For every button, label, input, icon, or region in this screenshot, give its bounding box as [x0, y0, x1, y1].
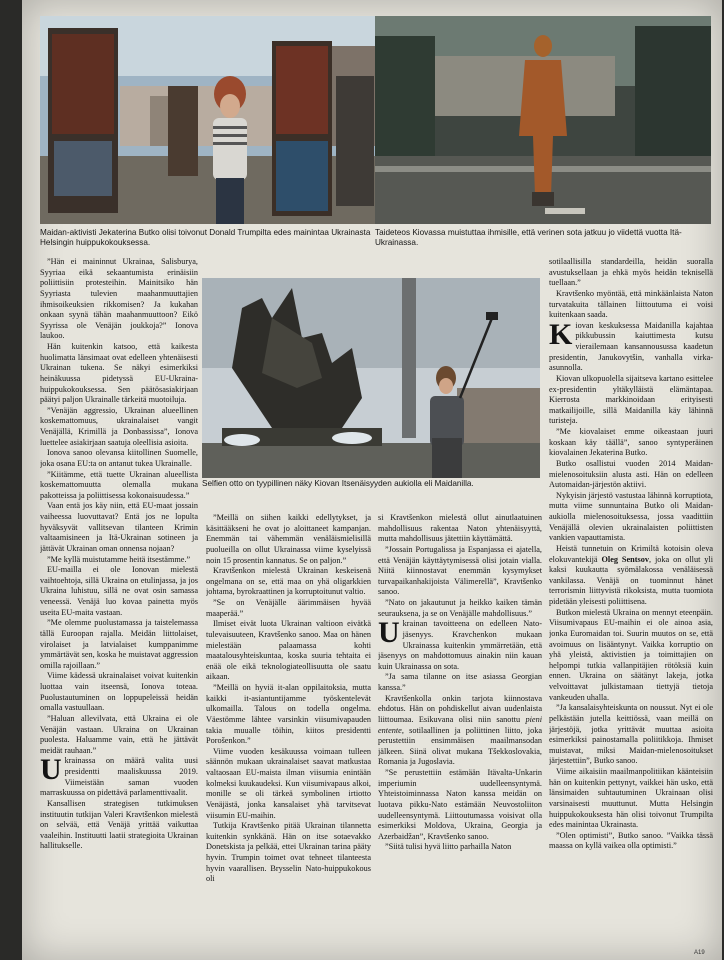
col4-paragraph-8: [549, 544, 713, 608]
col2-paragraph-4: Ilmiset eivät luota Ukrainan valtioon eivätkä tulevaisuuteen, Kravtšenko sanoo. Maa on hänen mielestään palaamassa kohti maatalousyhteiskuntaa, koska suuria tehtaita ei enää ole eikä teknologiateollisuutta ole saatu aikaan.: [206, 619, 371, 682]
col4-paragraph-3: [549, 317, 713, 374]
photo-activist: [40, 16, 380, 224]
col2-paragraph-7: Tutkija Kravtšenko pitää Ukrainan tilannetta kuitenkin synkkänä. Hän on itse sotaevakko Donetskista ja pelkää, ettei Ukrainan tarina pääty hyvin. Trumpin toimet ovat tehneet tilanteesta hyvin vaarallisen. Brysselin Nato-huippukokous oli: [206, 821, 371, 884]
dropcap-u-2: U: [378, 616, 400, 650]
photo-activist-image: [40, 16, 380, 224]
col3-paragraph-4: [378, 616, 542, 672]
col4-paragraph-9: Butkon mielestä Ukraina on mennyt eteenpäin. Viisumivapaus EU-maihin ei ole ainoa asia, jonka Euromaidan toi. Suurin muutos on se, että avoimuus on lisääntynyt. Vaikka korruptio on yhä yleistä, aktivistien ja toimittajien on helpompi tutkia vallanpitäjien rötöksiä kuin ennen. Ukraina on säätänyt lakeja, jotka velvoittavat julkistamaan tiettyjä tietoja vankeuden uhalla.: [549, 607, 713, 702]
col4-paragraph-5: ”Me kiovalaiset emme oikeastaan juuri koskaan käy täällä”, sanoo syntyperäinen kiovalainen Jekaterina Butko.: [549, 427, 713, 458]
col3-paragraph-6-text: Kravtšenkolla onkin tarjota kiinnostava ehdotus. Hän on pohdiskellut aivan uudenlaista liittoumaa. Esikuvana olisi niin sanottu: [378, 693, 542, 724]
photo-artwork-image: [375, 16, 711, 224]
col1-paragraph-8: EU-mailla ei ole Ionovan mielestä vaihtoehtoja, sillä Ukraina on etulinjassa, ja jos Ukraina luhistuu, sillä ne ovat osin samassa veneessä. Venäjä luo kovaa painetta myös useita EU-maita vastaan.: [40, 565, 198, 617]
article-column-3: [378, 513, 542, 957]
col3-paragraph-4-text: krainan tavoitteena on edelleen Nato-jäsenyys. Kravchenkon mukaan Ukrainassa kuitenkin ymmärretään, että jäsenyys on mahdottomuus ainakin niin kauan kuin Ukrainassa on sota.: [378, 619, 542, 671]
col1-paragraph-3: ”Venäjän aggressio, Ukrainan alueellinen koskemattomuus, ukrainalaiset vangit Venäjällä, Krimillä ja Donbassissa”, Ionova luettelee asiakirjaan saatuja oleellisia asioita.: [40, 405, 198, 447]
col4-paragraph-11: Viime aikaisiin maailmanpolitiikan käänteisiin hän on kuitenkin pettynyt, vaikkei hän usko, että länsimaiden suhtautuminen Ukrainaan olisi varsinaisesti muuttunut. Mutta Helsingin huippukokouksesta hän olisi toivonut Trumpilta edes mainintaa Ukrainasta.: [549, 767, 713, 830]
article-column-2: [206, 513, 371, 957]
col1-paragraph-11: ”Haluan allevilvata, että Ukraina ei ole Venäjän vastaan. Ukraina on Ukrainan puolesta. Haluamme vain, että he jättävät meidät rauhaan.”: [40, 713, 198, 755]
col1-paragraph-7: ”Me kyllä muistutamme heitä itsestämme.”: [47, 554, 191, 564]
col3-paragraph-2: ”Jossain Portugalissa ja Espanjassa ei ajatella, että Venäjän käyttäytymisessä olisi jotain vialla. Niitä kiinnostavat enemmän kysymykset turvapaikanhakijoista Välimerellä”, Kravtšenko sanoo.: [378, 544, 542, 597]
photo-activist-caption: Maidan-aktivisti Jekaterina Butko olisi toivonut Donald Trumpilta edes mainintaa Ukrainasta Helsingin huippukokouksessa.: [40, 228, 371, 248]
newspaper-page: [22, 0, 722, 960]
col4-paragraph-4: Kiovan ulkopuolella sijaitseva kartano esittelee ex-presidentin yltäkylläistä elämäntapaa. Kierrosta markkinoidaan erityisesti matkailijoille, sillä Maidanilla käy lähinnä turisteja.: [549, 373, 713, 426]
dropcap-k: K: [549, 317, 573, 351]
col1-paragraph-6: Vaan entä jos käy niin, että EU-maat jossain vaiheessa luovuttavat? Entä jos ne lopulta hyväksyvät vallitsevan tilanteen Krimin valtaamisineen ja Itä-Ukrainan sotineen ja jättävät Ukrainan oman onnensa nojaan?: [40, 501, 198, 553]
col1-paragraph-12-text: krainassa on määrä valita uusi presidentti maaliskuussa 2019. Viimeistään saman vuoden marraskuussa on pidettävä parlamenttivaalit.: [40, 756, 198, 798]
col4-paragraph-8-bold: Oleg Sentsov: [601, 554, 649, 564]
col2-paragraph-2: Kravtšenkon mielestä Ukrainan keskeisenä ongelmana on se, että maa on yhä oligarkkien johtama, byrokraattinen ja korruptoitunut valtio.: [206, 566, 371, 597]
col1-paragraph-5: ”Kiitämme, että tuette Ukrainan alueellista koskemattomuutta olemalla mukana pakotteissa ja poliittisessa kokonaisuudessa.”: [40, 469, 198, 500]
article-column-1: [40, 257, 198, 957]
col3-paragraph-8: ”Siitä tulisi hyvä liitto parhailla Naton: [385, 842, 512, 852]
col4-paragraph-8c: , joka on ollut yli kaksi kuukautta syömälakossa venäläisessä vankilassa. Venäjä on tuominnut hänet terrorismin liittyvistä rikoksista, mutta tuomiota pidetään yleisesti poliittisena.: [549, 554, 713, 606]
col4-paragraph-1: sotilaallisilla standardeilla, heidän suoralla avustuksellaan ja ehkä myös heidän teknisellä tuellaan.”: [549, 257, 713, 288]
col1-paragraph-10: Viime kädessä ukrainalaiset voivat kuitenkin luottaa vain itseensä, Ionova toteaa. Puolustautuminen on loppupeleissä heidän omalla vastuullaan.: [40, 671, 198, 713]
photo-maidan-image: [202, 278, 540, 478]
col3-paragraph-6-italic: pieni entente: [378, 714, 542, 735]
col4-paragraph-6: Butko osallistui vuoden 2014 Maidan-mielenosoituksiin alusta asti. Hän on edelleen Automaidan-järjestön aktiivi.: [549, 458, 713, 490]
col1-paragraph-9: ”Me olemme puolustamassa ja taistelemassa tällä Euroopan rajalla. Meidän liittolaiset, virolaiset ja latvialaiset kumppanimme ymmärtävät sen, koska he muistavat aggression omilla rajoillaan.”: [40, 618, 198, 670]
page-number: A19: [694, 950, 705, 956]
col2-paragraph-3: ”Se on Venäjälle äärimmäisen hyvää maaperää.”: [206, 598, 371, 618]
col4-paragraph-7: Nykyisin järjestö vastustaa lähinnä korruptiota, mutta viime sunnuntaina Butko oli Maidan-aukiolla mielenosoituksessa, jossa vaadittiin Venäjällä olevien ukrainalaisten poliittisten vankien vapauttamista.: [549, 490, 713, 543]
col4-paragraph-8a: Heistä tunnetuin on Krimiltä kotoisin oleva elokuvantekijä: [549, 543, 713, 564]
col3-paragraph-7: ”Se perustettiin estämään Itävalta-Unkarin imperiumin uudelleensyntymä. Yhteistoiminnassa Naton kanssa meidän on luotava pikku-Nato estämään Neuvostoliiton uudelleensyntymä. Liittoutumassa voisivat olla esimerkiksi Moldova, Ukraina, Georgia ja Azerbaidžan”, Kravtšenko sanoo.: [378, 768, 542, 841]
col3-paragraph-3: ”Nato on jakautunut ja heikko kaiken tämän seurauksena, ja se on Venäjälle mahdollisuus.”: [378, 598, 542, 618]
col1-paragraph-12: [40, 753, 198, 799]
col3-paragraph-1: si Kravtšenkon mielestä ollut ainutlaatuinen mahdollisuus rakentaa Naton yhtenäisyyttä, mutta mahdollisuus jätettiin käyttämättä.: [378, 513, 542, 544]
col3-paragraph-6: [378, 694, 542, 768]
article-column-4: [549, 257, 713, 947]
col1-paragraph-2: Hän kuitenkin katsoo, että kaikesta huolimatta länsimaat ovat edelleen yhtenäisesti Ukrainan tukena. Se näkyi esimerkiksi heinäkuussa pidetyssä EU-Ukraina-huippukokouksessa. Sen päätösasiakirjaan päätyi paljon Ukrainalle tärkeitä muotoiluja.: [40, 342, 198, 405]
photo-artwork: [375, 16, 711, 224]
photo-artwork-caption: Taideteos Kiovassa muistuttaa ihmisille, että verinen sota jatkuu jo viidettä vuotta Itä-Ukrainassa.: [375, 228, 682, 248]
col2-paragraph-5: ”Meillä on hyviä it-alan oppilaitoksia, mutta kaikki it-asiantuntijamme työskentelevät ulkomailla. Talous on todella ongelma. Väestömme lähtee varsinkin viisumivapauden takia muualle töihin, kiitos presidentti Porošenkon.”: [206, 683, 371, 746]
col1-paragraph-13: Kansallisen strategisen tutkimuksen instituutin tutkijan Valeri Kravtšenkon mielestä on selvää, että Venäjä yrittää vaikuttaa vaaleihin. Instituutti laatii strategioita Ukrainan hallitukselle.: [40, 798, 198, 851]
col4-paragraph-2: Kravtšenko myöntää, että minkäänlaista Naton turvatakuita tällainen liittoutuma ei voisi kuitenkaan saada.: [549, 288, 713, 320]
col4-paragraph-12: ”Olen optimisti”, Butko sanoo. ”Vaikka tässä maassa on kyllä vaikea olla optimisti.”: [549, 830, 713, 851]
dropcap-u-1: U: [40, 753, 62, 787]
photo-maidan-caption: Selfien otto on tyypillinen näky Kiovan Itsenäisyyden aukiolla eli Maidanilla.: [202, 479, 474, 488]
col1-paragraph-4: Ionova sanoo olevansa kiitollinen Suomelle, joka osana EU:ta on antanut tukea Ukrainalle.: [40, 448, 198, 468]
col2-paragraph-6: Viime vuoden kesäkuussa voimaan tulleen säännön mukaan ukrainalaiset saavat matkustaa valtaosaan EU-maista ilman viisumia enintään kolmeksi kuukaudeksi. Kun viisumivapaus alkoi, monille se oli tärkeä symbolinen irtiotto Venäjästä, jonka kansalaiset yhä tarvitsevat viisumin EU-maihin.: [206, 746, 371, 820]
col1-paragraph-1: ”Hän ei maininnut Ukrainaa, Salisburya, Syyriaa eikä sekaantumista erinäisiin poliittisiin protesteihin. Mainitsiko hän Syyriasta tulevien maahanmuuttajien ihmisoikeuksien rikkomisen? Ja kukahan onkaan syynä tähän maahanmuuttoon? Eikö Syyrissa ole Venäjän joukkoja?” Ionova laukoo.: [40, 257, 198, 341]
col3-paragraph-6-end: , sotilaallinen ja poliittinen liitto, joka perustettiin ensimmäisen maailmansodan jälkeen. Siinä olivat mukana Tšekkoslovakia, Romania ja Jugoslavia.: [378, 725, 542, 767]
col3-paragraph-5: ”Ja sama tilanne on itse asiassa Georgian kanssa.”: [378, 672, 542, 692]
col4-paragraph-3-text: iovan keskuksessa Maidanilla kajahtaa pikkubussin kaiuttimesta kutsu vierailemaan kansannousussa kaadetun presidentin, Janukovytšin, vanhalla virka-asunnolla.: [549, 320, 713, 373]
col2-paragraph-1: ”Meillä on siihen kaikki edellytykset, ja käsittääkseni he ovat jo aloittaneet kampanjan. Enemmän tai vähemmän venäläismielisillä puolueilla on ollut Ukrainassa viime kyselyissä noin 15 prosentin kannatus. Se on paljon.”: [206, 513, 371, 565]
col4-paragraph-10: ”Ja kansalaisyhteiskunta on noussut. Nyt ei ole pelkästään jutella keittiössä, vaan meillä on järjestöjä, jotka yrittävät muuttaa asioita esimerkiksi painostamalla poliitikkoja. Ihmiset muistavat, miksi Maidan-mielenosoitukset järjestettiin”, Butko sanoo.: [549, 703, 713, 766]
photo-maidan-selfie: [202, 278, 540, 478]
